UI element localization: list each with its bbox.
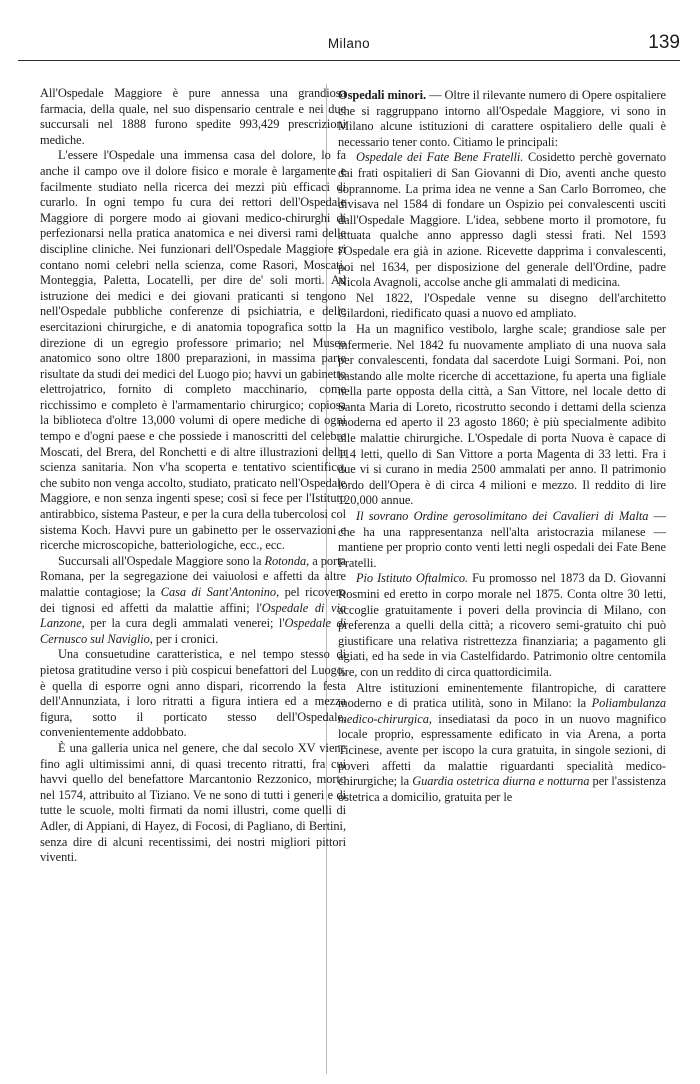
paragraph-gallery: È una galleria unica nel genere, che dal secolo XV viene fino agli ultimissimi anni, di quasi trecento ritratti, fra cui havvi quello del benefattore Marcantonio Rezzonico, morto nel 1574, attribuito al Tiziano. Ve ne sono di tutti i generi e di tutte le scuole, molti firmati da nomi illustri, come quelli di Adler, di Appiani, di Hayez, di Focosi, di Pagliano, di Bertini, senza dire di alcuni recentissimi, dei nostri migliori pittori viventi.	[40, 740, 346, 865]
branch-cernusco: Ospedale di Cernusco sul Naviglio	[40, 616, 347, 646]
malta-title: Il sovrano Ordine gerosolimitano dei Cavalieri di Malta	[356, 509, 649, 524]
guardia-ostetrica-title: Guardia ostetrica diurna e notturna	[412, 774, 590, 789]
page-number: 139	[648, 32, 680, 53]
paragraph-expansion: Ha un magnifico vestibolo, larghe scale; grandiose sale per infermerie. Nel 1842 fu nuovamente ampliato di una nuova sala per convalescenti, fondata dal sacerdote Luigi Sormani. Poi, non bastando alle molte ricerche di accettazione, fu aperta una figliale nella parte opposta della città, a San Vittore, nel locale detto di Santa Maria di Loreto, ricostrutto secondo i dettami della scienza moderna ed aperto il 23 agosto 1860; è più specialmente adibito alle malattie chirurgiche. L'Ospedale di porta Nuova è capace di 114 letti, quello di San Vittore a porta Magenta di 33 letti. Fra i due vi si curano in media 2500 ammalati per anno. Il patrimonio lordo dell'Opera è di circa 4 milioni e mezzo. Il reddito di lire 120,000 annue.	[338, 321, 666, 508]
paragraph-malta: Il sovrano Ordine gerosolimitano dei Cavalieri di Malta — che ha una rappresentanza nell'alta aristocrazia milanese — mantiene per proprio conto venti letti negli ospedali dei Fate Bene Fratelli.	[338, 509, 667, 570]
paragraph-other-institutions: Altre istituzioni eminentemente filantropiche, di carattere moderno e di pratica utilità, sono in Milano: la Poliambulanza medico-chirurgica, insediatasi da poco in un nuovo magnifico locale proprio, espressamente edificato in via Arena, a porta Ticinese, avente per iscopo la cura gratuita, in singole sezioni, di poveri affetti da malattie riguardanti specialità medico-chirurgiche; la Guardia ostetrica diurna e notturna per l'assistenza ostetrica a domicilio, gratuita per le	[338, 680, 667, 804]
right-column	[338, 88, 666, 805]
section-heading: Ospedali minori.	[338, 88, 427, 102]
branch-lanzone: Ospedale di via Lanzone	[40, 600, 346, 631]
paragraph-portraits: Una consuetudine caratteristica, e nel tempo stesso di pietosa gratitudine verso i più cospicui benefattori del Luogo, è quella di esporre ogni anno dispari, ricorrendo la festa dell'Annunziata, i loro ritratti a figura intiera ed a mezza figura, sotto il porticato stesso dell'Ospedale, convenientemente addobbato.	[40, 647, 346, 740]
branch-rotonda: Rotonda	[264, 553, 307, 568]
paragraph-fatebenefratelli: Ospedale dei Fate Bene Fratelli. Cosidetto perchè governato dai frati ospitalieri di San Giovanni di Dio, aventi anche questo soprannome. La prima idea ne venne a San Carlo Borromeo, che divisava nel 1584 di fondare un Ospizio pei convalescenti usciti dall'Ospedale Maggiore. L'idea, sebbene morto il promotore, fu attuata qualche anno appresso dagli stessi frati. Nel 1593 l'Ospedale era già in azione. Ricevette dapprima i convalescenti, poi nel 1634, per disposizione del generale dell'Ordine, padre Nicola Avagnoli, accolse anche gli ammalati di medicina.	[338, 150, 666, 290]
poliambulanza-title: Poliambulanza medico-chirurgica	[338, 696, 666, 726]
paragraph-pharmacy: All'Ospedale Maggiore è pure annessa una grandiosa farmacia, della quale, nel suo dispensario centrale e nei due succursali nel 1888 furono spedite 993,429 prescrizioni mediche.	[40, 86, 346, 147]
fatebenefratelli-title: Ospedale dei Fate Bene Fratelli.	[356, 150, 524, 165]
branch-sant-antonino: Casa di Sant'Antonino	[160, 585, 277, 599]
paragraph-rebuild: Nel 1822, l'Ospedale venne su disegno dell'architetto Gilardoni, riedificato quasi a nuovo ed ampliato.	[338, 290, 666, 321]
running-title: Milano	[327, 36, 371, 51]
left-column	[40, 86, 346, 866]
page-header	[18, 34, 680, 61]
paragraph-teaching: L'essere l'Ospedale una immensa casa del dolore, lo fa anche il campo ove il dolore fisico e morale è largamente e facilmente studiato nella ricerca dei mezzi più efficaci di curarlo. In ogni tempo fu cura dei rettori dell'Ospedale Maggiore di porgere modo ai giovani medico-chirurghi di perfezionarsi nella pratica anatomica e nei diversi rami delle discipline cliniche. Nei funzionari dell'Ospedale Maggiore si contano nomi celebri nella scienza, come Rasori, Moscati, Monteggia, Paletta, Locatelli, per dire de' soli morti. Ad istruzione dei medici e dei giovani praticanti si tengono nell'Ospedale pubbliche conferenze di psichiatria, e delle esercitazioni chirurgiche, e di anatomia topografica sotto la direzione di un egregio professore primario; nel Museo anatomico sono oltre 1800 preparazioni, in massima parte risultate da studi dei medici del Luogo pio; havvi un gabinetto elettrojatrico, fornito di completo macchinario, come ricchissimo e completo è l'armamentario chirurgico; copiosa la biblioteca d'oltre 13,000 volumi di opere mediche di ogni tempo e d'ogni paese e che possiede i manoscritti del celebre Moscati, del Brera, del Ronchetti e di altre illustrazioni della scienza sanitaria. Non v'ha scoperta e tentativo scientifico, che subito non venga accolto, studiato, praticato nell'Ospedale Maggiore, e non senza ingenti spese; così si fece per l'Istituto antirabbico, sistema Pasteur, e per la cura della tubercolosi col sistema Koch. Havvi pure un gabinetto per le osservazioni e ricerche microscopiche, batteriologiche, ecc., ecc.	[40, 148, 346, 553]
paragraph-ophthalmic: Pio Istituto Oftalmico. Fu promosso nel 1873 da D. Giovanni Rosmini ed eretto in corpo morale nel 1875. Conta oltre 30 letti, accoglie gratuitamente i poveri della provincia di Milano, con preferenza a quelli della città; a ricovero semi-gratuito chi può giustificare una relativa ristrettezza finanziaria; a pagamento gli agiati, ed ha sede in via Castelfidardo. Patrimonio oltre centomila lire, con un reddito di circa quattordicimila.	[338, 571, 667, 679]
paragraph-branches: Succursali all'Ospedale Maggiore sono la Rotonda, a porta Romana, per la segregazione dei vaiuolosi e affetti da altre malattie contagiose; la Casa di Sant'Antonino, pel ricovero dei tignosi ed affetti da malattie affini; l'Ospedale di via Lanzone, per la cura degli ammalati venerei; l'Ospedale di Cernusco sul Naviglio, per i cronici.	[40, 553, 347, 646]
paragraph-minor-hospitals: Ospedali minori. — Oltre il rilevante numero di Opere ospitaliere che si raggruppano intorno all'Ospedale Maggiore, vi sono in Milano alcune istituzioni di carattere ospitaliero delle quali è necessario tener conto. Citiamo le principali:	[338, 88, 667, 149]
ophthalmic-title: Pio Istituto Oftalmico.	[356, 571, 469, 586]
